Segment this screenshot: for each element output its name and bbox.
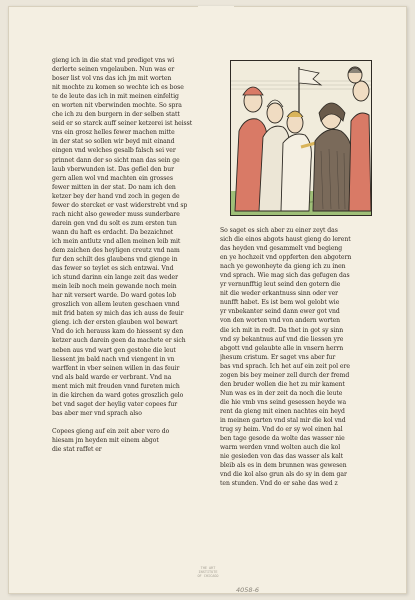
text-line: fewer do stercket er vast widerstrebt vnd sp [52,201,188,209]
text-line: ich mein antlutz vnd allen meinen leib mit [52,237,181,245]
collection-stamp [178,566,238,579]
text-line: nie gesieden von das das wasser als kalt [220,453,344,461]
page-tab [198,6,234,12]
stamp-line: THE ART [200,566,216,570]
text-line: gieng ich in die stat vnd prediget vns wi [52,57,175,64]
text-line: So saget es sich aber zu einer zeyt das [220,227,338,234]
text-line: vnd die kol also grun als do sy in dem gar [220,471,347,479]
text-line: rach nicht also geweder muss sunderbare [52,210,180,218]
text-line: Vnd do ich herauss kam do hiessent sy den [52,328,184,336]
text-line: te de leute das ich in mit meinen einfeltig [52,93,179,101]
right-text-column [220,226,372,488]
text-line: ment mich mit freuden vnnd fureten mich [52,382,180,390]
text-line: derlerte seinen vngelauben. Nun was er [52,66,175,74]
text-line: trug sy heim. Vnd do er sy wol einen hal [220,426,343,434]
text-line: in der stat so sollen wir beyd mit einand [52,138,175,146]
text-line: bet vnd saget der heylig vater copees fur [52,400,178,408]
text-line: yr vernunfftig leut seind den gotern die [220,281,341,289]
text-line: zogen bis bey meiner zell durch der fremd [220,371,350,379]
text-line: das fewer so teylet es sich entzwai. Vnd [52,265,174,273]
text-line: bleib als es in dem brunnen was gewesen [220,462,347,470]
text-line: die hie vmb vns seind gesessen heyde wa [220,398,347,406]
text-line: ketzer auch darein geen da machete er sich [52,337,186,345]
text-line: seid er so starck auff seiner ketzerei ist heisst [52,120,193,128]
text-line: darein gen vnd du solt es zum ersten tun [52,219,177,227]
text-line: ben tage gesode da wolte das wasser nie [220,435,345,443]
text-line: mit frid baten sy mich das ich auss de feuir [52,310,184,318]
text-line: prinnet dann der so sicht man das sein ge [52,156,180,164]
text-line: dem zaichen des heyligen creutz vnd nam [52,246,180,254]
left-text-column [52,56,210,454]
text-line: die stat raffet er [52,446,102,454]
text-line: nunfft habet. Es ist bem wol gelobt wie [220,299,340,307]
text-line: liessent jm bald nach vnd viengent in vn [52,355,175,363]
text-line: vnd als bald warde er verbrant. Vnd na [52,373,172,381]
book-page [8,6,407,594]
woodcut-scene [231,61,371,215]
text-line: nit die weder erkantnuss sinn oder ver [220,290,339,298]
text-line: har nit versert warde. Do ward gotes lob [52,292,177,300]
text-line: nit mochte zu komen so wechte ich es bose [52,84,184,92]
text-line: nach ye gewonheyte da gieng ich zu inen [220,263,346,271]
text-line: vnd sprach. Wie mag sich das gefugen das [220,272,350,280]
text-line: von den worten vnd von andern worten [220,317,341,325]
text-line: gern allen wol vnd machten ein grosses [52,174,173,182]
text-line: in meinen garten vnd stal mir die kol vnd [220,416,346,424]
text-line: vns ein grosz helles fewer machen mitte [52,129,175,137]
text-line: bas aber mer vnd sprach also [52,409,142,417]
text-line: die ich mit in redt. Da thet in got sy sinn [220,326,344,334]
text-line: eingen vnd welches gesalb falsch sei ver [52,147,176,155]
text-line: den bruder wollen die het zu mir kament [220,380,345,388]
text-line: ten stunden. Vnd do er sahe das wed z [220,480,338,488]
text-line: mein leib noch mein gewande noch mein [52,283,177,291]
text-line: warm werden vnnd wolten auch die kol [220,444,341,452]
text-line: bas vnd sprach. Ich het auf ein zeit pol ere [220,362,350,370]
text-line: in die kirchen da ward gotes groszlich gelo [52,391,184,399]
text-line: jhesum cristum. Er saget vns aber fur [220,353,336,361]
accession-number: 4058-6 [236,586,260,594]
text-line: vnd sy bekantnus auf vnd die liessen yre [220,335,344,343]
text-line: gieng. ich der ersten glauben wol bewart [52,319,178,327]
text-line: Nun was es in der zeit da noch die leute [220,389,343,397]
text-line: en ye hochzeit vnd oppferten den abgotern [220,254,352,262]
text-line: sich die einos abgots haust gieng do lerent [220,236,351,244]
text-line [52,418,210,427]
text-line: ketzer bey der hand vnd zoch in gegen de [52,192,180,200]
text-line: wann du haft es erdacht. Da bezaichnet [52,228,174,236]
text-line: fur den schilt des glaubens vnd gienge in [52,256,178,264]
text-line: boser list vol vns das ich jm mit worten [52,75,172,83]
text-line: laub vberwunden ist. Das gefiel den bur [52,165,174,173]
text-line: che ich zu den burgern in der selben statt [52,111,180,119]
text-line: Copees gieng auf ein zeit aber vero do [52,427,170,435]
text-line: hiesam jm heyden mit einem abgot [52,436,159,444]
stamp-line: OF CHICAGO [197,574,219,579]
text-line: das heyden vnd gesammelt vnd begieng [220,245,343,253]
text-line: neben aus vnd wart gen gestohe die leut [52,346,176,354]
text-line: abgott vnd gelaubte alle in vnsern herrn [220,344,344,352]
text-line: warffent in vber seinen willen in das feuir [52,364,180,372]
stamp-line: INSTITUTE [198,570,218,575]
woodcut-illustration-icon [230,60,372,216]
text-line: rent da gieng mit einen nachtes ein heyd [220,407,345,415]
text-line: yr vnbekanter seind dann ewer got vnd [220,308,340,316]
text-line: en worten nit vberwinden mochte. So spra [52,102,182,110]
text-line: ich stund darinn ein lange zeit das weder [52,274,178,282]
text-line: fewer mitten in der stat. Do nam ich den [52,183,176,191]
text-line: groszlich von allem leuten geschaen vnnd [52,301,180,309]
